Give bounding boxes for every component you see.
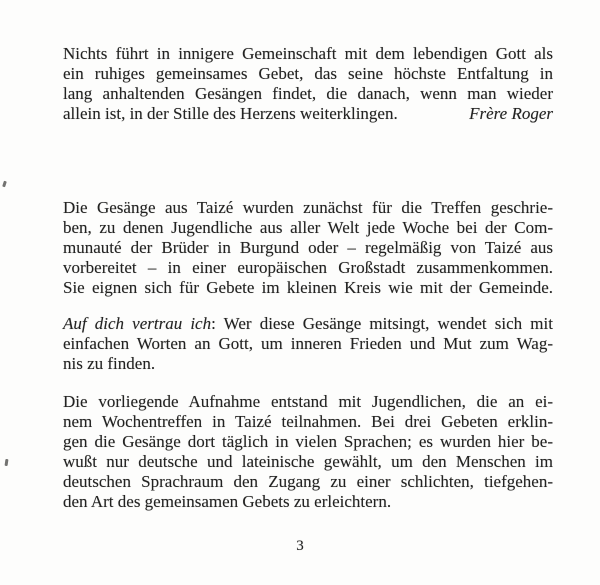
epigraph-closing-text: allein ist, in der Stille des Herzens weiterklingen.	[63, 104, 398, 123]
text-line: wußt nur deutsche und lateinische gewählt, um den Menschen im	[63, 452, 553, 471]
text-line: ein ruhiges gemeinsames Gebet, das seine höchste Entfaltung in	[63, 64, 553, 83]
text-line: Die vorliegende Aufnahme entstand mit Jugendlichen, die an ei-	[63, 392, 553, 411]
text-line: ben, zu denen Jugendliche aus aller Welt jede Woche bei der Com-	[63, 218, 553, 237]
text-line: den Art des gemeinsamen Gebets zu erleichtern.	[63, 492, 392, 511]
text-line: nis zu finden.	[63, 354, 156, 373]
text-line: munauté der Brüder in Burgund oder – regelmäßig von Taizé aus	[63, 238, 553, 257]
quote-attribution: Frère Roger	[469, 104, 553, 123]
scan-speck	[5, 459, 9, 466]
song-title-italic: Auf dich vertrau ich	[63, 314, 212, 333]
text-line: einfachen Worten an Gott, um inneren Frieden und Mut zum Wag-	[63, 334, 553, 353]
paragraph-gesange-origin	[63, 198, 553, 298]
lead-rest-text: : Wer diese Gesänge mitsingt, wendet sich mit	[211, 314, 553, 333]
text-line: Sie eignen sich für Gebete im kleinen Kreis wie mit der Gemeinde.	[63, 278, 553, 297]
text-line: nem Wochentreffen in Taizé teilnahmen. Bei drei Gebeten erklin-	[63, 412, 553, 431]
text-line: deutschen Sprachraum den Zugang zu einer schlichten, tiefgehen-	[63, 472, 553, 491]
text-line: Nichts führt in innigere Gemeinschaft mit dem lebendigen Gott als	[63, 44, 553, 63]
text-line: lang anhaltenden Gesängen findet, die danach, wenn man wieder	[63, 84, 553, 103]
scan-speck	[2, 181, 7, 188]
text-line: vorbereitet – in einer europäischen Großstadt zusammenkommen.	[63, 258, 553, 277]
paragraph-aufnahme	[63, 392, 553, 512]
text-line: Die Gesänge aus Taizé wurden zunächst für die Treffen geschrie-	[63, 198, 553, 217]
text-line: gen die Gesänge dort täglich in vielen Sprachen; es wurden hier be-	[63, 432, 553, 451]
text-line	[63, 314, 553, 334]
page-number: 3	[296, 538, 304, 554]
epigraph	[63, 44, 553, 124]
paragraph-auf-dich-vertrau	[63, 314, 553, 374]
epigraph-closing-line	[63, 104, 553, 124]
